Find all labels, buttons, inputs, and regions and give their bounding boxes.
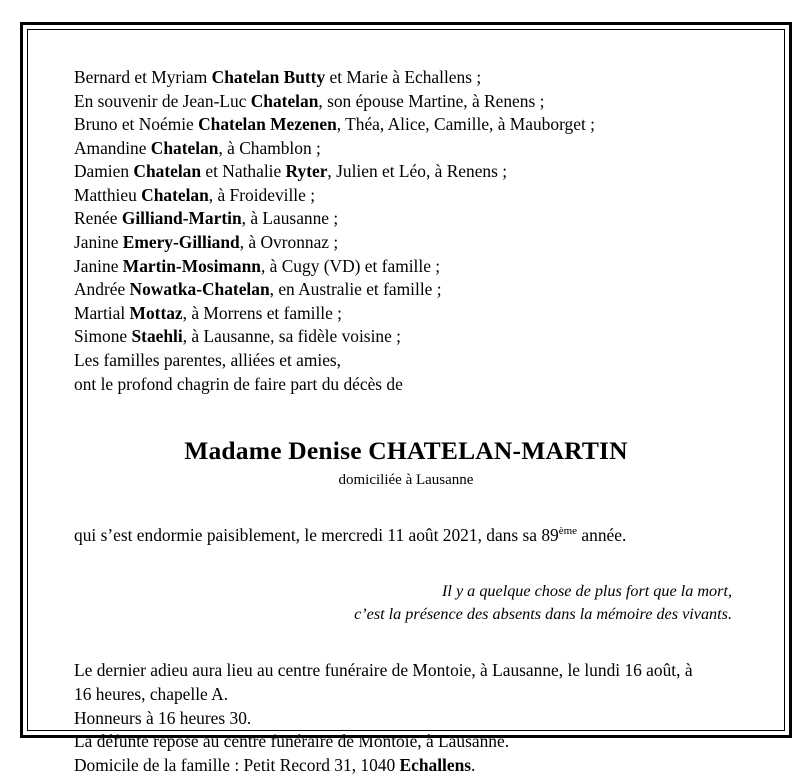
family-name: Chatelan Mezenen bbox=[198, 114, 337, 135]
text-run: Bernard et Myriam bbox=[74, 67, 212, 87]
text-run: Domicile de la famille : Petit Record 31, 1040 bbox=[74, 754, 400, 775]
passing-text-before: qui s’est endormie paisiblement, le mercredi 11 août 2021, dans sa 89 bbox=[74, 525, 559, 546]
family-name: Martin-Mosimann bbox=[122, 255, 261, 276]
text-run: , à Morrens et famille ; bbox=[182, 302, 343, 323]
arrangement-line bbox=[74, 730, 738, 754]
text-run: , son épouse Martine, à Renens ; bbox=[318, 90, 545, 111]
arrangement-line bbox=[74, 683, 738, 707]
text-run: Janine bbox=[74, 255, 123, 276]
text-run: Bruno et Noémie bbox=[74, 114, 199, 135]
text-run: En souvenir de Jean-Luc bbox=[74, 90, 251, 111]
deceased-domicile: domiciliée à Lausanne bbox=[338, 472, 474, 489]
family-name: Chatelan bbox=[250, 90, 319, 111]
family-name: Chatelan bbox=[133, 161, 202, 182]
survivor-line bbox=[74, 255, 738, 279]
text-run: , à Lausanne, sa fidèle voisine ; bbox=[182, 326, 401, 347]
family-name: Chatelan bbox=[141, 184, 209, 205]
text-run: Janine bbox=[74, 232, 123, 253]
memorial-quote-line-2: c’est la présence des absents dans la mémoire des vivants. bbox=[354, 604, 732, 623]
survivor-line bbox=[74, 66, 738, 90]
text-run: Matthieu bbox=[74, 184, 142, 205]
text-run: Simone bbox=[74, 326, 132, 347]
survivor-line bbox=[74, 349, 738, 373]
text-run: Andrée bbox=[74, 279, 130, 300]
text-run: , à Chamblon ; bbox=[218, 137, 321, 158]
text-run: et Marie à Echallens ; bbox=[325, 67, 482, 87]
family-name: Chatelan Butty bbox=[211, 67, 326, 87]
family-name: Emery-Gilliand bbox=[122, 232, 240, 253]
text-run: Martial bbox=[74, 302, 130, 323]
deceased-block bbox=[74, 436, 738, 489]
passing-text-after: année. bbox=[577, 525, 627, 546]
family-name: Staehli bbox=[131, 326, 183, 347]
survivor-line bbox=[74, 302, 738, 326]
family-name: Nowatka-Chatelan bbox=[129, 279, 270, 300]
arrangement-line bbox=[74, 754, 738, 777]
passing-statement bbox=[74, 525, 738, 546]
survivor-line bbox=[74, 231, 738, 255]
survivors-list bbox=[74, 66, 738, 396]
survivor-line bbox=[74, 113, 738, 137]
text-run: Les familles parentes, alliées et amies, bbox=[74, 349, 342, 370]
text-run: , Julien et Léo, à Renens ; bbox=[327, 161, 508, 182]
text-run: La défunte repose au centre funéraire de Montoie, à Lausanne. bbox=[74, 731, 510, 752]
text-run: et Nathalie bbox=[201, 161, 286, 182]
text-run: , Théa, Alice, Camille, à Mauborget ; bbox=[336, 114, 595, 135]
funeral-arrangements bbox=[74, 659, 738, 777]
notice-outer-border bbox=[20, 22, 792, 775]
survivor-line bbox=[74, 184, 738, 208]
family-name: Chatelan bbox=[150, 137, 219, 158]
arrangement-line bbox=[74, 659, 738, 683]
text-run: , en Australie et famille ; bbox=[269, 279, 442, 300]
arrangement-line bbox=[74, 707, 738, 731]
family-name: Ryter bbox=[285, 161, 328, 182]
survivor-line bbox=[74, 137, 738, 161]
survivor-line bbox=[74, 373, 738, 397]
survivor-line bbox=[74, 207, 738, 231]
memorial-quote bbox=[74, 580, 738, 625]
text-run: Le dernier adieu aura lieu au centre funéraire de Montoie, à Lausanne, le lundi 16 août, à bbox=[74, 660, 693, 681]
deceased-name: Madame Denise CHATELAN-MARTIN bbox=[184, 436, 628, 466]
text-run: Damien bbox=[74, 161, 134, 182]
memorial-quote-line-1: Il y a quelque chose de plus fort que la mort, bbox=[442, 582, 732, 601]
text-run: , à Cugy (VD) et famille ; bbox=[260, 255, 441, 276]
passing-ordinal-suffix: ème bbox=[558, 525, 578, 538]
survivor-line bbox=[74, 90, 738, 114]
survivor-line bbox=[74, 160, 738, 184]
text-run: 16 heures, chapelle A. bbox=[74, 684, 229, 705]
text-run: , à Lausanne ; bbox=[241, 208, 339, 229]
text-run: Renée bbox=[74, 208, 122, 229]
family-name: Echallens bbox=[399, 754, 472, 775]
family-name: Mottaz bbox=[129, 302, 183, 323]
text-run: ont le profond chagrin de faire part du décès de bbox=[74, 373, 403, 394]
text-run: Amandine bbox=[74, 137, 151, 158]
text-run: . bbox=[471, 754, 476, 775]
text-run: Honneurs à 16 heures 30. bbox=[74, 707, 252, 728]
survivor-line bbox=[74, 278, 738, 302]
text-run: , à Ovronnaz ; bbox=[239, 232, 339, 253]
family-name: Gilliand-Martin bbox=[121, 208, 242, 229]
death-notice bbox=[27, 29, 785, 775]
survivor-line bbox=[74, 325, 738, 349]
text-run: , à Froideville ; bbox=[208, 184, 316, 205]
